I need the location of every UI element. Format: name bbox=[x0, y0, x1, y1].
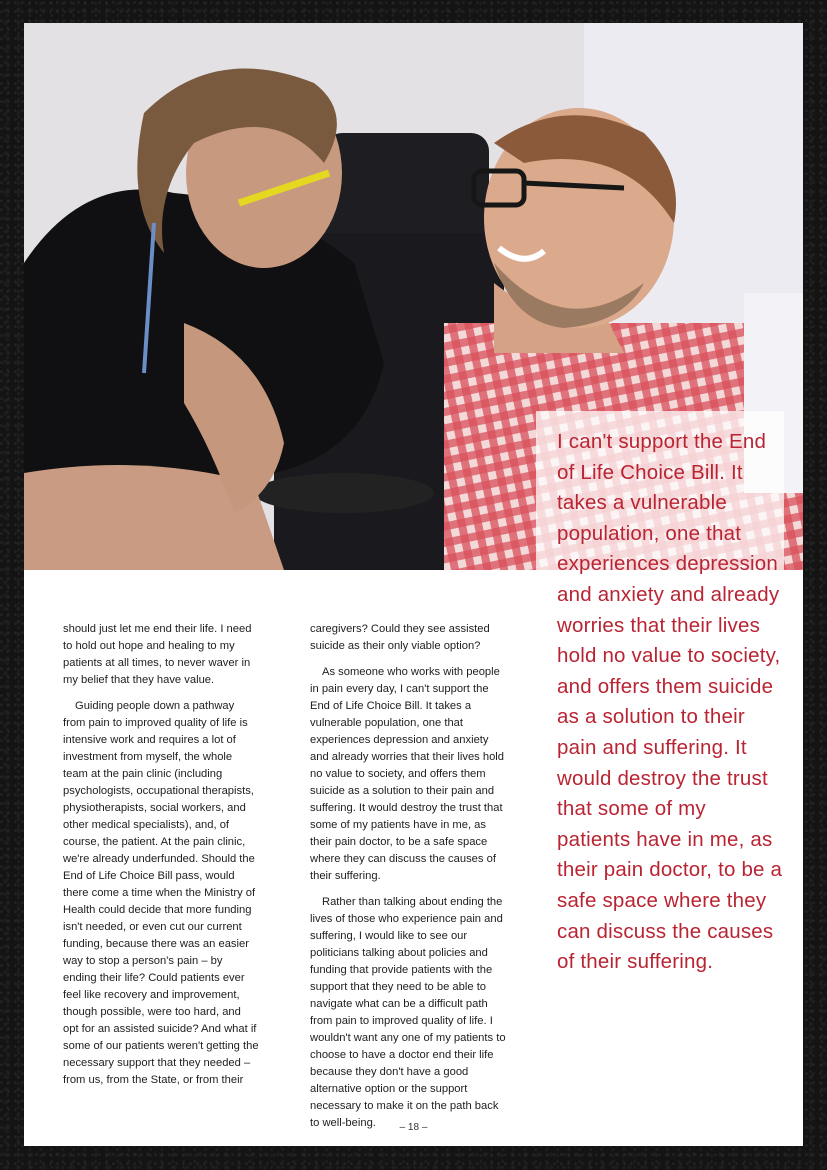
paragraph: caregivers? Could they see assisted suicide as their only viable option? bbox=[310, 623, 490, 652]
page bbox=[24, 23, 803, 1146]
text-column-left bbox=[63, 621, 259, 1098]
text-column-right bbox=[310, 621, 506, 1141]
paragraph: should just let me end their life. I need to hold out hope and healing to my patients at all times, to never waver in my belief that they have value. bbox=[63, 623, 252, 686]
paragraph: Guiding people down a pathway from pain to improved quality of life is intensive work and requires a lot of investment from myself, the whole team at the pain clinic (including psychologists, occupational therapists, physiotherapists, social workers, and other medical specialists), and, of course, the patient. At the pain clinic, we're already underfunded. Should the End of Life Choice Bill pass, would there come a time when the Ministry of Health could decide that more funding isn't needed, or even cut our current funding, because there was an easier way to stop a person's pain – by ending their life? Could patients ever feel like recovery and improvement, though possible, were too hard, and opt for an assisted suicide? And what if some of our patients weren't getting the necessary support that they needed – from us, from the State, or from their bbox=[63, 700, 259, 1086]
pull-quote: I can't support the End of Life Choice Bill. It takes a vulnerable population, one that experiences depression and anxiety and already worries that their lives hold no value to society, and offers them suicide as a solution to their pain and suffering. It would destroy the trust that some of my patients have in me, as their pain doctor, to be a safe space where they can discuss the causes of their suffering. bbox=[557, 430, 783, 974]
page-number: – 18 – bbox=[399, 1122, 428, 1133]
paragraph: Rather than talking about ending the lives of those who experience pain and suffering, I would like to see our politicians talking about policies and funding that provide patients with the support that they need to be able to navigate what can be a difficult path from pain to improved quality of life. I wouldn't want any one of my patients to choose to have a doctor end their life because they don't have a good alternative option or the support necessary to make it on the path back to well-being. bbox=[310, 896, 506, 1129]
paragraph: As someone who works with people in pain every day, I can't support the End of Life Choice Bill. It takes a vulnerable population, one that experiences depression and anxiety and already worries that their lives hold no value to society, and offers them suicide as a solution to their pain and suffering. It would destroy the trust that some of my patients have in me, as their pain doctor, to be a safe space where they can discuss the causes of their suffering. bbox=[310, 666, 505, 882]
